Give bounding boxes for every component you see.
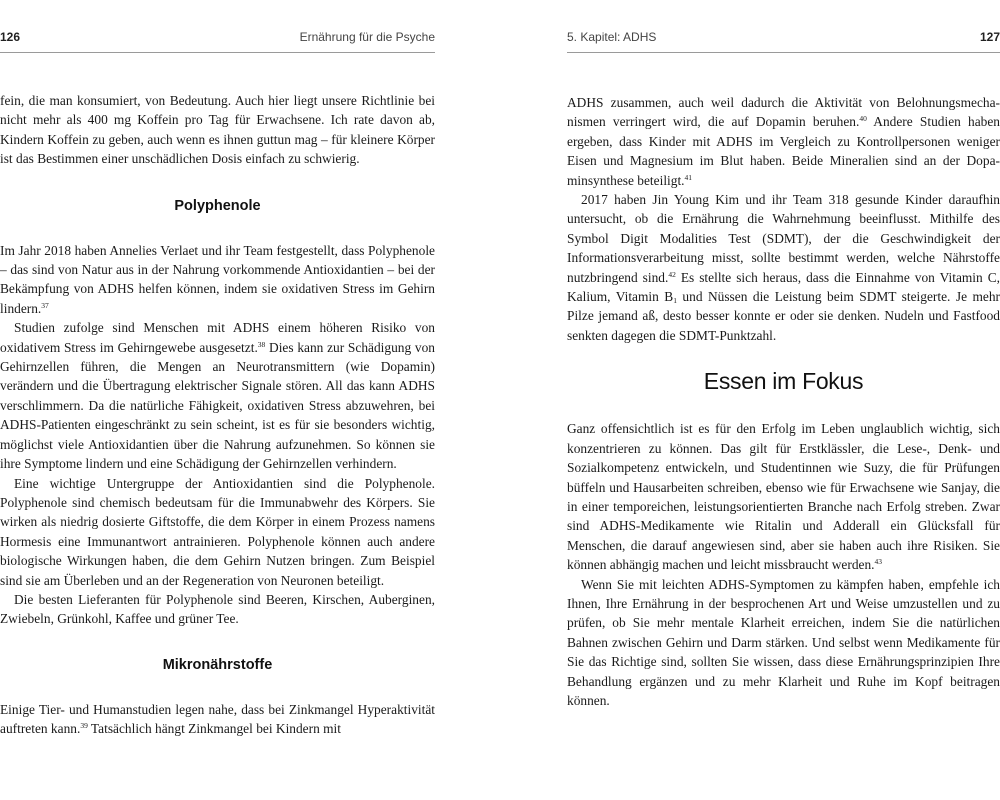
- footnote-ref-43: 43: [874, 557, 883, 567]
- vitamin-b1-subscript: 1: [673, 296, 677, 306]
- polyphenole-paragraph-1: Im Jahr 2018 haben Annelies Verlaet und ihr Team festgestellt, dass Polyphenole – das sind von Natur aus in der Nahrung vorkommende Antioxidantien – bei der Bekämpfung von ADHS helfen können, indem sie oxidativen Stress im Gehirn lindern.$^{37}$: [0, 242, 435, 316]
- right-page: [567, 0, 1000, 800]
- left-page: [0, 0, 435, 800]
- fokus-paragraph-1: Ganz offensichtlich ist es für den Erfolg im Leben unglaublich wichtig, sich konzentrieren zu können. Das gilt für Erstklässler, die Lese-, Denk- und Sozialkompetenz entwickeln, und Studentinnen wie Suzy, die für Prüfungen büffeln und Hausarbeiten schreiben, ebenso wie für Erwachsene wie Sanjay, die in einer temporeichen, leistungsorientierten Branche nach Erfolg streben. Zwar sind ADHS-Medikamente wie Ritalin und Adderall ein Glücksfall für Menschen, die darauf angewiesen sind, aber sie haben auch ihre Risiken. Sie können abhängig machen und leicht missbraucht werden.$^{43}$: [567, 421, 1000, 573]
- running-title-right: 5. Kapitel: ADHS: [567, 30, 657, 44]
- sdmt-study-paragraph: 2017 haben Jin Young Kim und ihr Team 318 gesunde Kinder daraufhin untersucht, ob die Ernährung die Wahrnehmung beeinflusst. Mithilfe des Symbol Digit Modalities Test (SDMT), der die Geschwindigkeit der Informationsverarbeitung misst, sollte bestimmt werden, welche Nährstoffe nutzbringend sind.$^{42}$ Es stellte sich heraus, dass die Einnahme von Vitamin C, Kalium, Vitamin $B_1$ und Nüssen die Leistung beim SDMT steigerte. Je mehr Pilze jemand aß, desto besser konnte er oder sie denken. Nudeln und Fastfood senkten dagegen die SDMT-Punktzahl.: [567, 192, 1000, 343]
- chapter-heading-essen-im-fokus: Essen im Fokus: [703, 368, 864, 395]
- running-title-left: Ernährung für die Psyche: [299, 30, 435, 44]
- footnote-ref-37: 37: [41, 300, 49, 310]
- footnote-ref-42: 42: [668, 269, 676, 279]
- zink-paragraph-continued: ADHS zusammen, auch weil dadurch die Aktivität von Belohnungsmechanismen verringert wird, die auf Dopamin beruhen.$^{40}$ Andere Studien haben ergeben, dass Kinder mit ADHS im Vergleich zu Kontrollpersonen weniger Eisen und Magnesium im Blut haben. Beide Mineralien sind an der Dopaminsynthese beteiligt.$^{41}$: [567, 95, 1000, 188]
- section-heading-polyphenole: Polyphenole: [174, 197, 261, 214]
- intro-paragraph: fein, die man konsumiert, von Bedeutung. Auch hier liegt unsere Richtlinie bei nicht mehr als 400 mg Koffein pro Tag für Erwachsene. Ich rate davon ab, Kindern Koffein zu geben, auch wenn es ihnen guttun mag – für kleinere Körper ist das Bestimmen einer unschädlichen Dosis einfach zu schwierig.: [0, 93, 435, 167]
- footnote-ref-40: 40: [859, 114, 867, 124]
- section-heading-mikronaehrstoffe: Mikronährstoffe: [162, 656, 273, 673]
- left-page-body: [0, 91, 435, 739]
- right-page-body: [567, 93, 1000, 710]
- running-head-left: [0, 30, 435, 46]
- header-rule-left: [0, 52, 435, 53]
- page-number-left: 126: [0, 30, 21, 44]
- header-rule-right: [567, 52, 1000, 53]
- polyphenole-paragraph-3: Eine wichtige Untergruppe der Antioxidantien sind die Polyphenole. Polyphenole sind chemisch bedeutsam für die Immunabwehr des Körpers. Sie wirken als niedrig dosierte Giftstoffe, die dem Körper in einem Prozess namens Hormesis eine Immunantwort antrainieren. Polyphenole können auch andere biologische Wirkungen haben, die dem Gehirn Nutzen bringen. Zum Beispiel sind sie am Überleben und an der Regeneration von Neuronen beteiligt.: [0, 475, 435, 588]
- running-head-right: [567, 30, 1000, 46]
- mikronaehrstoffe-paragraph-1: Einige Tier- und Humanstudien legen nahe, dass bei Zinkmangel Hyperaktivität auftreten kann.$^{39}$ Tatsächlich hängt Zinkmangel bei Kindern mit: [0, 701, 435, 737]
- polyphenole-paragraph-4: Die besten Lieferanten für Polyphenole sind Beeren, Kirschen, Auberginen, Zwiebeln, Grünkohl, Kaffee und grüner Tee.: [0, 591, 435, 627]
- footnote-ref-41: 41: [684, 172, 693, 182]
- polyphenole-paragraph-2: Studien zufolge sind Menschen mit ADHS einem höheren Risiko von oxidativem Stress im Gehirngewebe ausgesetzt.$^{38}$ Dies kann zur Schädigung von Gehirnzellen führen, die Mengen an Neurotransmittern (wie Dopamin) verändern und die Übertragung elektrischer Signale stören. All das kann ADHS verschlimmern. Da die natürliche Fähigkeit, oxidativen Stress abzuwehren, bei ADHS-Patienten eingeschränkt zu sein scheint, ist es für sie besonders wichtig, möglichst viele Antioxidantien über die Nahrung aufzunehmen. So können sie ihre Symptome lindern und eine Schädigung der Gehirnzellen verhindern.: [0, 320, 435, 472]
- footnote-ref-38: 38: [257, 339, 266, 349]
- footnote-ref-39: 39: [80, 721, 88, 731]
- page-number-right: 127: [979, 30, 1000, 44]
- fokus-paragraph-2: Wenn Sie mit leichten ADHS-Symptomen zu kämpfen haben, empfehle ich Ihnen, Ihre Ernährung in der besprochenen Art und Weise umzustellen und zu prüfen, ob Sie mehr mentale Klarheit erreichen, indem Sie die natürlichen Bahnen zwischen Gehirn und Darm stärken. Und selbst wenn Medikamente für Sie das Richtige sind, sollten Sie wissen, dass diese Ernährungsprinzipien Ihre Behandlung ergänzen und zu mehr Klarheit und Ruhe im Kopf beitragen können.: [567, 576, 1000, 708]
